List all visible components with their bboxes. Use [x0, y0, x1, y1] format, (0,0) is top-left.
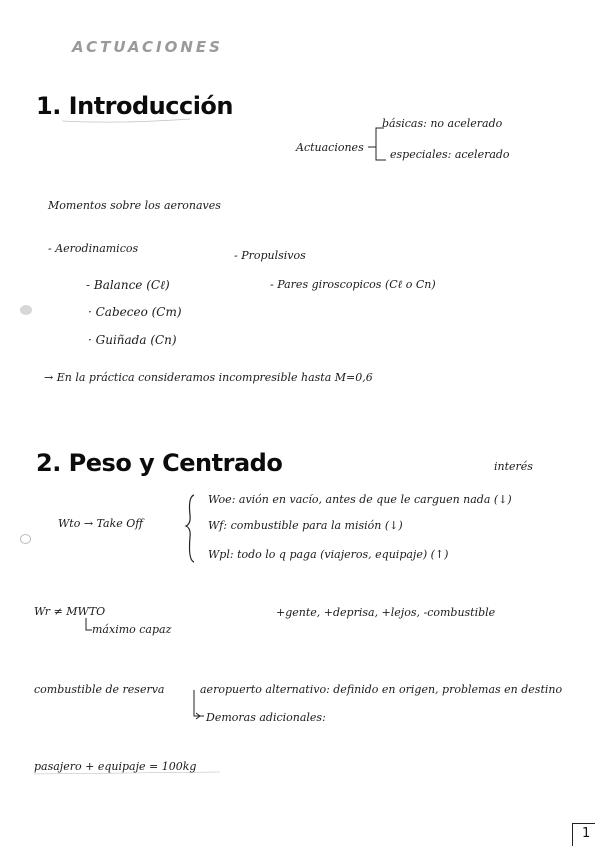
punch-hole-mark [20, 534, 31, 544]
aerodinamicos-item: - Aerodinamicos [48, 242, 139, 255]
momentos-line: Momentos sobre los aeronaves [48, 199, 221, 212]
maximo-capaz: máximo capaz [92, 623, 172, 636]
balance-item: - Balance (Cℓ) [86, 278, 170, 292]
woe-line: Woe: avión en vacío, antes de que le carguen nada (↓) [208, 493, 512, 506]
actuaciones-label: Actuaciones [296, 141, 364, 154]
aeropuerto-line: aeropuerto alternativo: definido en origen, problemas en destino [200, 683, 563, 696]
pares-item: - Pares giroscopicos (Cℓ o Cn) [270, 278, 436, 291]
punch-hole-mark [20, 305, 32, 315]
actuaciones-especiales: especiales: acelerado [390, 148, 510, 161]
propulsivos-item: - Propulsivos [234, 249, 306, 262]
interes-note: interés [494, 460, 533, 473]
pasajero-line: pasajero + equipaje = 100kg [34, 760, 197, 773]
wr-line: Wr ≠ MWTO [34, 605, 106, 618]
wf-line: Wf: combustible para la misión (↓) [208, 519, 403, 532]
wpl-line: Wpl: todo lo q paga (viajeros, equipaje) (↑) [208, 548, 449, 561]
incompresible-note: → En la práctica consideramos incompresible hasta M=0,6 [44, 371, 373, 384]
demoras-line: Demoras adicionales: [206, 711, 326, 724]
section1-heading: 1. Introducción [36, 92, 234, 120]
reserva-line: combustible de reserva [34, 683, 165, 696]
cabeceo-item: · Cabeceo (Cm) [88, 305, 182, 319]
wto-line: Wto → Take Off [58, 517, 144, 530]
section2-heading: 2. Peso y Centrado [36, 449, 283, 477]
page-title: ACTUACIONES [72, 38, 223, 56]
page-number: 1 [582, 826, 591, 841]
actuaciones-basicas: básicas: no acelerado [382, 117, 503, 130]
gente-line: +gente, +deprisa, +lejos, -combustible [276, 606, 496, 619]
guinada-item: · Guiñada (Cn) [88, 333, 177, 347]
